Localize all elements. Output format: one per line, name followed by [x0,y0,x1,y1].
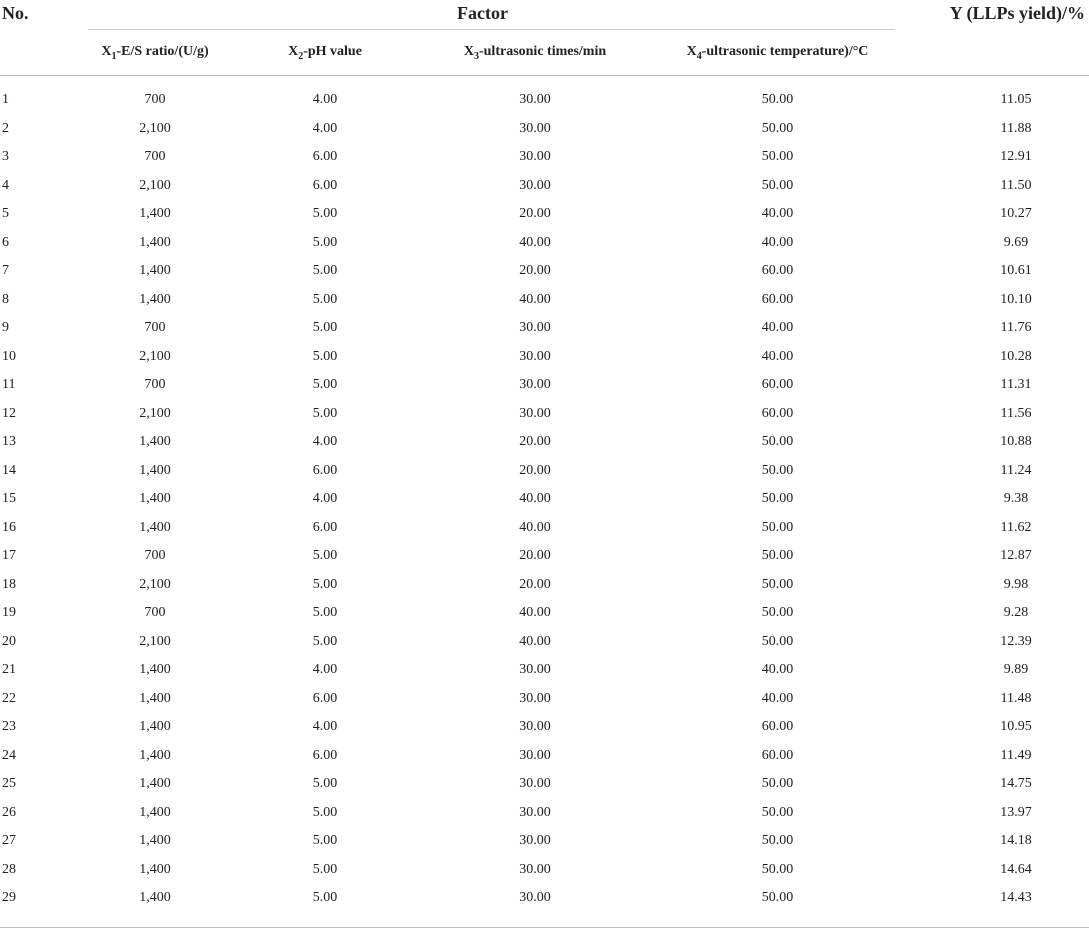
cell-run-number: 19 [2,605,16,621]
cell-run-number: 23 [2,719,16,735]
cell-ultrasonic-time: 30.00 [519,890,551,906]
table-row [0,343,1089,372]
cell-llps-yield: 14.18 [1000,833,1032,849]
cell-llps-yield: 10.61 [1000,263,1032,279]
cell-ph-value: 6.00 [312,690,338,706]
cell-ultrasonic-time: 30.00 [519,747,551,763]
cell-ultrasonic-temperature: 50.00 [761,605,794,621]
cell-ultrasonic-time: 40.00 [519,234,551,250]
table-row [0,115,1089,144]
cell-llps-yield: 10.27 [1000,206,1032,222]
cell-ph-value: 5.00 [312,263,338,279]
cell-ph-value: 5.00 [312,348,338,364]
cell-llps-yield: 12.39 [1000,633,1032,649]
table-row [0,799,1089,828]
cell-es-ratio: 1,400 [139,719,171,735]
cell-run-number: 1 [2,92,9,108]
table-row [0,286,1089,315]
header-spacer [0,76,1089,87]
table-row [0,314,1089,343]
cell-ph-value: 5.00 [312,206,338,222]
table-row [0,200,1089,229]
cell-ultrasonic-temperature: 50.00 [761,177,794,193]
cell-run-number: 21 [2,662,16,678]
cell-ultrasonic-time: 20.00 [519,434,551,450]
cell-es-ratio: 1,400 [139,491,171,507]
cell-ph-value: 5.00 [312,320,338,336]
cell-ultrasonic-temperature: 50.00 [761,576,794,592]
cell-es-ratio: 1,400 [139,206,171,222]
cell-es-ratio: 1,400 [139,747,171,763]
cell-ph-value: 5.00 [312,576,338,592]
cell-es-ratio: 1,400 [139,690,171,706]
cell-llps-yield: 12.87 [1000,548,1032,564]
cell-ultrasonic-temperature: 60.00 [761,405,794,421]
cell-ultrasonic-time: 20.00 [519,548,551,564]
cell-ph-value: 6.00 [312,519,338,535]
cell-ultrasonic-temperature: 50.00 [761,462,794,478]
cell-ph-value: 5.00 [312,861,338,877]
factor-divider [88,29,895,30]
cell-llps-yield: 13.97 [1000,804,1032,820]
cell-ph-value: 4.00 [312,491,338,507]
cell-run-number: 15 [2,491,16,507]
table-row [0,742,1089,771]
cell-ultrasonic-time: 20.00 [519,462,551,478]
cell-ultrasonic-temperature: 60.00 [761,747,794,763]
cell-es-ratio: 1,400 [139,804,171,820]
cell-ultrasonic-time: 30.00 [519,776,551,792]
cell-ultrasonic-time: 30.00 [519,405,551,421]
cell-ultrasonic-temperature: 40.00 [761,320,794,336]
cell-run-number: 27 [2,833,16,849]
cell-ph-value: 5.00 [312,605,338,621]
cell-ph-value: 4.00 [312,92,338,108]
cell-ultrasonic-temperature: 40.00 [761,690,794,706]
header-no-spacer [0,30,70,76]
cell-run-number: 20 [2,633,16,649]
table-row [0,770,1089,799]
table-row [0,571,1089,600]
cell-ultrasonic-time: 30.00 [519,804,551,820]
cell-ph-value: 4.00 [312,434,338,450]
cell-ultrasonic-time: 30.00 [519,690,551,706]
cell-run-number: 22 [2,690,16,706]
cell-llps-yield: 11.50 [1000,177,1032,193]
cell-ph-value: 6.00 [312,462,338,478]
cell-run-number: 9 [2,320,9,336]
cell-ultrasonic-temperature: 50.00 [761,92,794,108]
cell-ultrasonic-time: 40.00 [519,605,551,621]
cell-es-ratio: 700 [144,548,166,564]
cell-es-ratio: 1,400 [139,263,171,279]
cell-ultrasonic-time: 30.00 [519,320,551,336]
cell-llps-yield: 14.43 [1000,890,1032,906]
cell-run-number: 26 [2,804,16,820]
table-row [0,172,1089,201]
cell-llps-yield: 9.38 [1003,491,1029,507]
cell-ultrasonic-temperature: 50.00 [761,776,794,792]
header-x1: $X_1-E/S$ ratio/(U/g) [70,30,240,76]
cell-llps-yield: 9.98 [1003,576,1029,592]
cell-ph-value: 6.00 [312,747,338,763]
cell-ultrasonic-time: 30.00 [519,833,551,849]
cell-es-ratio: 700 [144,92,166,108]
cell-ph-value: 5.00 [312,234,338,250]
cell-ultrasonic-temperature: 50.00 [761,120,794,136]
cell-llps-yield: 11.88 [1000,120,1032,136]
cell-es-ratio: 1,400 [139,861,171,877]
cell-ph-value: 4.00 [312,719,338,735]
table-row [0,86,1089,115]
cell-ph-value: 5.00 [312,804,338,820]
cell-llps-yield: 11.48 [1000,690,1032,706]
header-factor [70,0,895,30]
cell-run-number: 29 [2,890,16,906]
cell-ultrasonic-temperature: 50.00 [761,861,794,877]
cell-ultrasonic-time: 30.00 [519,662,551,678]
cell-es-ratio: 700 [144,377,166,393]
cell-es-ratio: 1,400 [139,462,171,478]
cell-run-number: 25 [2,776,16,792]
cell-run-number: 4 [2,177,9,193]
table-row [0,400,1089,429]
cell-ph-value: 4.00 [312,662,338,678]
cell-llps-yield: 11.31 [1000,377,1032,393]
cell-ultrasonic-temperature: 40.00 [761,348,794,364]
cell-ph-value: 6.00 [312,177,338,193]
cell-ultrasonic-time: 30.00 [519,177,551,193]
cell-ultrasonic-time: 30.00 [519,719,551,735]
cell-ultrasonic-temperature: 50.00 [761,804,794,820]
cell-llps-yield: 9.28 [1003,605,1029,621]
cell-ultrasonic-temperature: 50.00 [761,434,794,450]
cell-es-ratio: 2,100 [139,348,171,364]
cell-run-number: 3 [2,149,9,165]
cell-run-number: 14 [2,462,16,478]
cell-ultrasonic-time: 30.00 [519,92,551,108]
cell-ultrasonic-temperature: 50.00 [761,890,794,906]
cell-es-ratio: 700 [144,320,166,336]
cell-ph-value: 6.00 [312,149,338,165]
cell-run-number: 5 [2,206,9,222]
cell-run-number: 11 [2,377,16,393]
table-row [0,827,1089,856]
cell-ultrasonic-time: 20.00 [519,206,551,222]
header-factor-label: Factor [457,3,508,23]
cell-run-number: 7 [2,263,9,279]
cell-ultrasonic-temperature: 50.00 [761,491,794,507]
cell-run-number: 18 [2,576,16,592]
cell-ultrasonic-time: 40.00 [519,519,551,535]
cell-llps-yield: 11.62 [1000,519,1032,535]
cell-es-ratio: 700 [144,605,166,621]
cell-es-ratio: 2,100 [139,120,171,136]
cell-ultrasonic-temperature: 50.00 [761,519,794,535]
cell-ultrasonic-time: 20.00 [519,263,551,279]
cell-llps-yield: 9.89 [1003,662,1029,678]
cell-ultrasonic-temperature: 40.00 [761,234,794,250]
table-row [0,428,1089,457]
table-row [0,628,1089,657]
table-row [0,457,1089,486]
cell-llps-yield: 10.28 [1000,348,1032,364]
cell-ultrasonic-time: 30.00 [519,120,551,136]
table-row [0,856,1089,885]
cell-ultrasonic-temperature: 50.00 [761,633,794,649]
table-row [0,884,1089,913]
cell-ph-value: 5.00 [312,548,338,564]
cell-run-number: 24 [2,747,16,763]
cell-llps-yield: 14.75 [1000,776,1032,792]
table-row [0,257,1089,286]
cell-run-number: 16 [2,519,16,535]
cell-run-number: 17 [2,548,16,564]
header-y: Y (LLPs yield)/% [949,3,1086,23]
cell-ultrasonic-temperature: 60.00 [761,377,794,393]
cell-ultrasonic-time: 30.00 [519,377,551,393]
cell-ultrasonic-temperature: 60.00 [761,263,794,279]
cell-run-number: 8 [2,291,9,307]
cell-ph-value: 5.00 [312,291,338,307]
cell-ph-value: 5.00 [312,833,338,849]
cell-run-number: 10 [2,348,16,364]
cell-llps-yield: 10.88 [1000,434,1032,450]
cell-run-number: 28 [2,861,16,877]
table-row [0,685,1089,714]
cell-es-ratio: 1,400 [139,234,171,250]
cell-ultrasonic-temperature: 50.00 [761,149,794,165]
cell-llps-yield: 11.49 [1000,747,1032,763]
header-x3: $X_3$-ultrasonic times/min [410,30,660,76]
table-body [0,86,1089,913]
cell-ph-value: 5.00 [312,633,338,649]
cell-ultrasonic-temperature: 50.00 [761,833,794,849]
header-x2: $X_2-pH$ value [240,30,410,76]
cell-ultrasonic-temperature: 50.00 [761,548,794,564]
cell-es-ratio: 1,400 [139,890,171,906]
cell-es-ratio: 1,400 [139,519,171,535]
cell-ultrasonic-temperature: 40.00 [761,662,794,678]
cell-ultrasonic-time: 40.00 [519,491,551,507]
table-row [0,599,1089,628]
cell-ultrasonic-time: 30.00 [519,149,551,165]
cell-llps-yield: 10.10 [1000,291,1032,307]
cell-llps-yield: 11.05 [1000,92,1032,108]
cell-llps-yield: 10.95 [1000,719,1032,735]
cell-ultrasonic-temperature: 40.00 [761,206,794,222]
cell-ultrasonic-temperature: 60.00 [761,291,794,307]
cell-es-ratio: 1,400 [139,291,171,307]
table-row [0,542,1089,571]
cell-ph-value: 5.00 [312,377,338,393]
table-row [0,143,1089,172]
table-row [0,371,1089,400]
cell-ultrasonic-time: 40.00 [519,633,551,649]
table-bottom-rule [0,913,1089,928]
cell-es-ratio: 2,100 [139,633,171,649]
cell-ultrasonic-time: 30.00 [519,861,551,877]
header-y-spacer [895,30,1089,76]
cell-llps-yield: 11.24 [1000,462,1032,478]
cell-run-number: 2 [2,120,9,136]
cell-es-ratio: 1,400 [139,833,171,849]
cell-llps-yield: 11.76 [1000,320,1032,336]
header-x4: $X_4$-ultrasonic temperature)/°C [660,30,895,76]
table-row [0,656,1089,685]
cell-es-ratio: 2,100 [139,177,171,193]
table-row [0,713,1089,742]
table-row [0,514,1089,543]
cell-ph-value: 4.00 [312,120,338,136]
cell-llps-yield: 14.64 [1000,861,1032,877]
cell-llps-yield: 9.69 [1003,234,1029,250]
cell-llps-yield: 12.91 [1000,149,1032,165]
cell-ultrasonic-time: 40.00 [519,291,551,307]
cell-run-number: 12 [2,405,16,421]
cell-es-ratio: 1,400 [139,662,171,678]
table-row [0,485,1089,514]
cell-ultrasonic-time: 30.00 [519,348,551,364]
table-row [0,229,1089,258]
cell-run-number: 13 [2,434,16,450]
cell-ph-value: 5.00 [312,405,338,421]
cell-es-ratio: 1,400 [139,776,171,792]
cell-es-ratio: 2,100 [139,576,171,592]
header-no: No. [2,3,29,23]
cell-es-ratio: 1,400 [139,434,171,450]
cell-ph-value: 5.00 [312,776,338,792]
cell-ph-value: 5.00 [312,890,338,906]
cell-llps-yield: 11.56 [1000,405,1032,421]
cell-ultrasonic-temperature: 60.00 [761,719,794,735]
cell-es-ratio: 2,100 [139,405,171,421]
cell-run-number: 6 [2,234,9,250]
cell-ultrasonic-time: 20.00 [519,576,551,592]
cell-es-ratio: 700 [144,149,166,165]
